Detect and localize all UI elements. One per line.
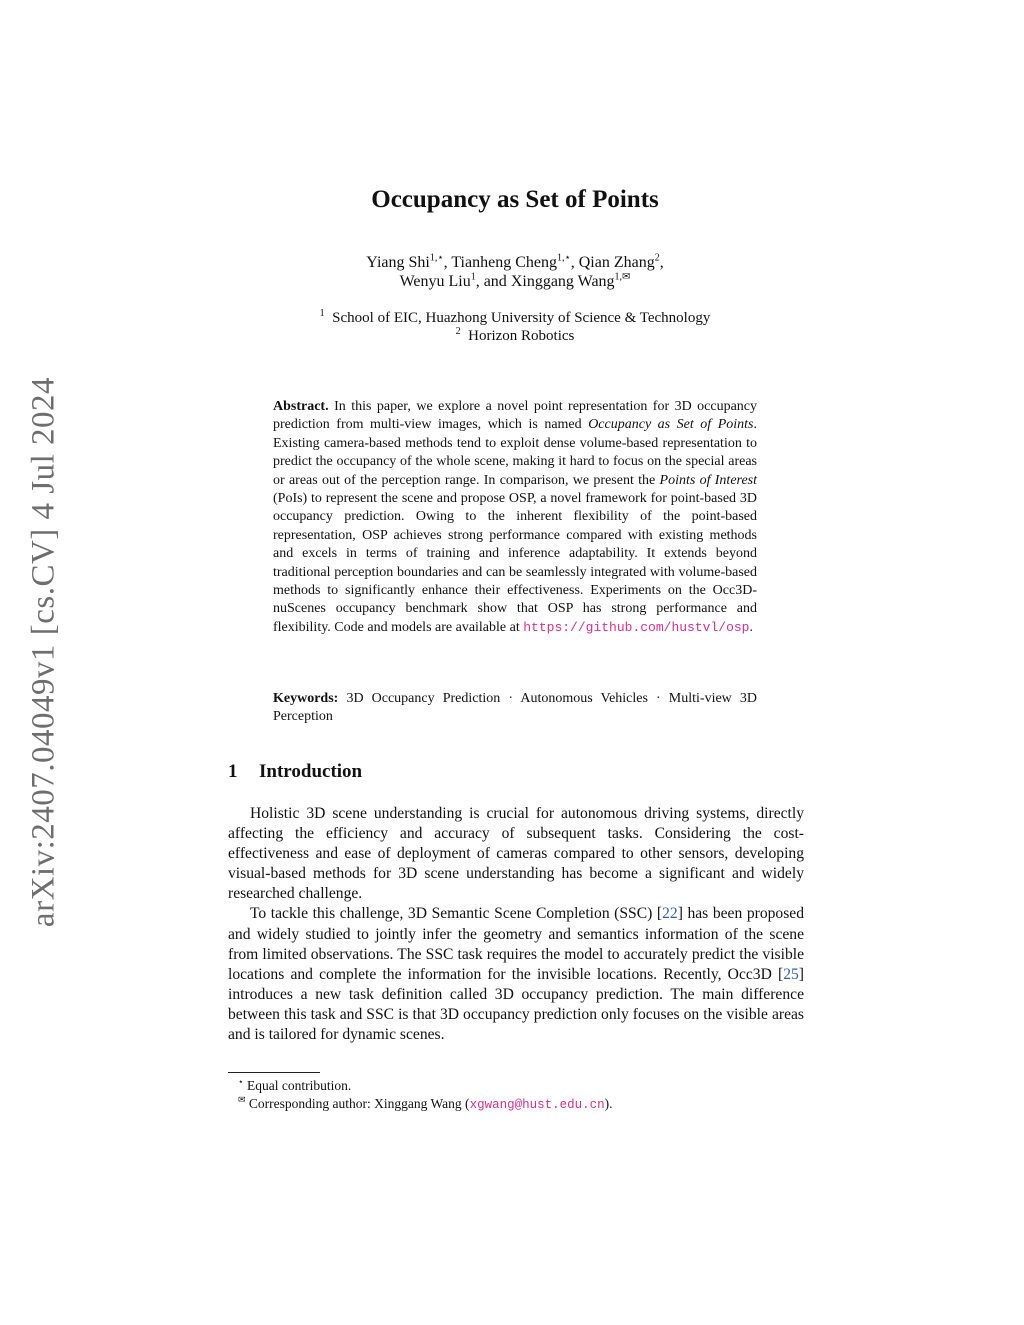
abstract: Abstract. In this paper, we explore a novel point representation for 3D occupancy prediction from multi-view images, which is named Occupancy as Set of Points. Existing camera-based methods tend to exploit dense volume-based representation to predict the occupancy of the whole scene, making it hard to focus on the special areas or areas out of the perception range. In comparison, we present the Points of Interest (PoIs) to represent the scene and propose OSP, a novel framework for point-based 3D occupancy prediction. Owing to the inherent flexibility of the point-based representation, OSP achieves strong performance compared with existing methods and excels in terms of training and inference adaptability. It extends beyond traditional perception boundaries and can be seamlessly integrated with volume-based methods to significantly enhance their effectiveness. Experiments on the Occ3D-nuScenes occupancy benchmark show that OSP has strong performance and flexibility. Code and models are available at https://github.com/hustvl/osp. — [273, 399, 758, 635]
author-name: Yiang Shi — [366, 254, 430, 271]
section-heading — [228, 761, 362, 783]
arxiv-sidebar — [16, 372, 72, 932]
paragraph: Holistic 3D scene understanding is crucial for autonomous driving systems, directly affecting the efficiency and accuracy of subsequent tasks. Considering the cost-effectiveness and ease of deployment of cameras compared to other sensors, developing visual-based methods for 3D scene understanding has become a significant and widely researched challenge. — [228, 805, 804, 903]
footnote: ⋆ Equal contribution. — [238, 1076, 352, 1093]
author-name: Tianheng Cheng — [451, 254, 557, 271]
author-name: Xinggang Wang — [510, 273, 615, 290]
citation-link[interactable]: 25 — [783, 965, 799, 983]
affiliations — [0, 309, 1024, 345]
email-link[interactable]: xgwang@hust.edu.cn — [469, 1098, 605, 1113]
author-mark: 1,⋆ — [556, 252, 571, 264]
affiliation-line: $^2$ Horizon Robotics — [455, 326, 575, 344]
footnotes — [238, 1077, 798, 1115]
section-title: Introduction — [259, 761, 363, 782]
intro-body — [228, 804, 804, 1045]
author-mark: 2 — [654, 252, 660, 264]
author-name: Qian Zhang — [578, 254, 655, 271]
author-name: Wenyu Liu — [399, 273, 471, 290]
code-link[interactable]: https://github.com/hustvl/osp — [523, 619, 750, 635]
affiliation-line: $^1$ School of EIC, Huazhong University of Science & Technology — [319, 308, 711, 326]
footnote-rule — [228, 1072, 320, 1073]
paper-title: Occupancy as Set of Points — [371, 186, 659, 213]
author-mark: 1,⋆ — [429, 252, 444, 264]
keywords-label: Keywords: — [273, 691, 339, 706]
author-list: Yiang Shi$^{1,⋆}$, Tianheng Cheng$^{1,⋆}$, Qian Zhang$^2$, Wenyu Liu$^1$, and Xinggang Wang$^{1,✉}$ — [366, 252, 664, 290]
keywords: Keywords: 3D Occupancy Prediction · Autonomous Vehicles · Multi-view 3D Perception — [273, 691, 758, 725]
pois-term: Points of Interest — [659, 472, 758, 488]
section-number: 1 — [228, 761, 238, 782]
footnote: ✉ Corresponding author: Xinggang Wang (xgwang@hust.edu.cn). — [238, 1094, 613, 1113]
arxiv-identifier: arXiv:2407.04049v1 [cs.CV] 4 Jul 2024 — [25, 376, 62, 928]
author-mark: 1,✉ — [614, 271, 631, 283]
abstract-label: Abstract. — [273, 399, 329, 414]
method-name: Occupancy as Set of Points — [588, 417, 754, 433]
paragraph: To tackle this challenge, 3D Semantic Scene Completion (SSC) [22] has been proposed and widely studied to jointly infer the geometry and semantics information of the scene from limited observations. The SSC task requires the model to accurately predict the visible locations and complete the information for the invisible locations. Recently, Occ3D [25] introduces a new task definition called 3D occupancy prediction. The main difference between this task and SSC is that 3D occupancy prediction only focuses on the visible areas and is tailored for dynamic scenes. — [228, 905, 804, 1044]
author-mark: 1 — [470, 271, 476, 283]
citation-link[interactable]: 22 — [662, 905, 678, 923]
